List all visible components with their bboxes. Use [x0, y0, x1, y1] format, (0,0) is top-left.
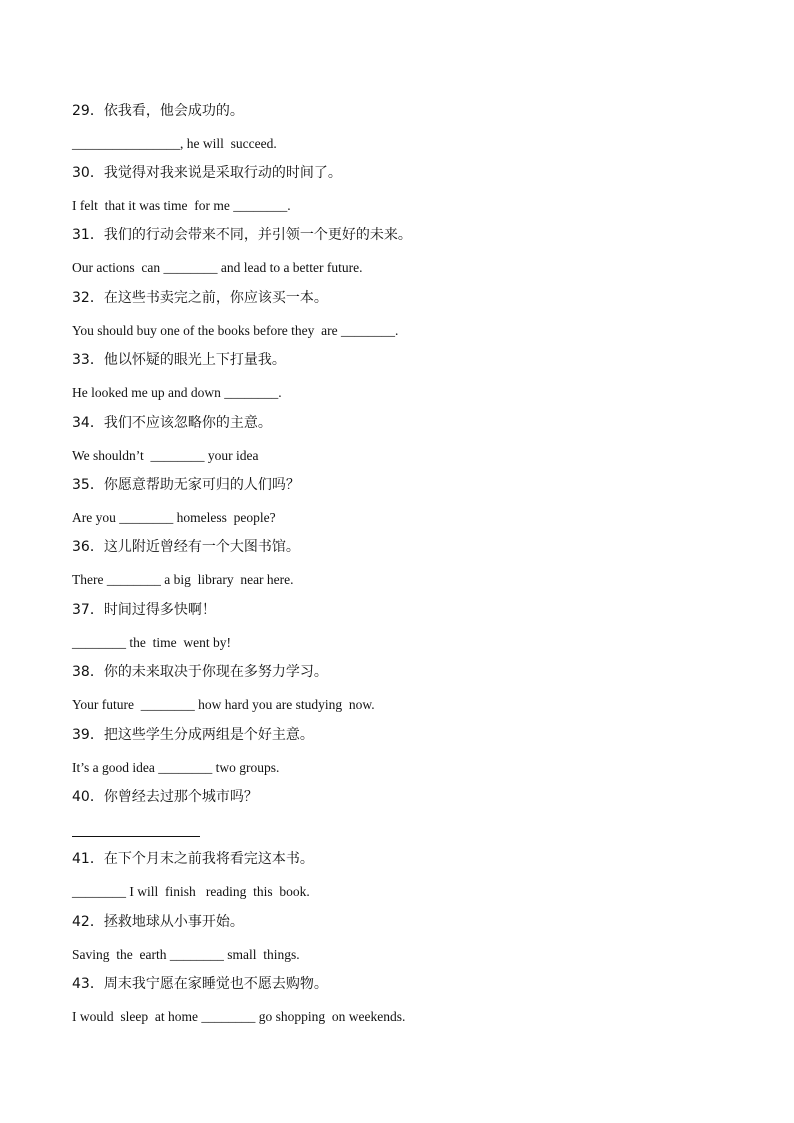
question-34: 34．我们不应该忽略你的主意。 [72, 415, 272, 431]
question-32: 32．在这些书卖完之前，你应该买一本。 [72, 290, 328, 306]
answer-34: We shouldn’t ________ your idea [72, 448, 259, 463]
answer-30: I felt that it was time for me ________. [72, 198, 291, 213]
question-36: 36．这儿附近曾经有一个大图书馆。 [72, 539, 300, 555]
question-43: 43．周末我宁愿在家睡觉也不愿去购物。 [72, 976, 328, 992]
answer-32: You should buy one of the books before they are ________. [72, 323, 399, 338]
question-29: 29．依我看，他会成功的。 [72, 103, 244, 119]
answer-43: I would sleep at home ________ go shopping on weekends. [72, 1009, 406, 1024]
answer-42: Saving the earth ________ small things. [72, 947, 300, 962]
question-37: 37．时间过得多快啊！ [72, 602, 216, 618]
answer-33: He looked me up and down ________. [72, 385, 282, 400]
answer-41: ________ I will finish reading this book. [72, 884, 310, 899]
answer-38: Your future ________ how hard you are studying now. [72, 697, 375, 712]
answer-36: There ________ a big library near here. [72, 572, 294, 587]
question-31: 31．我们的行动会带来不同，并引领一个更好的未来。 [72, 227, 412, 243]
answer-40-blank [72, 836, 200, 837]
answer-29: ________________, he will succeed. [72, 136, 277, 151]
answer-39: It’s a good idea ________ two groups. [72, 760, 280, 775]
question-35: 35．你愿意帮助无家可归的人们吗？ [72, 477, 300, 493]
question-42: 42．拯救地球从小事开始。 [72, 914, 244, 930]
question-38: 38．你的未来取决于你现在多努力学习。 [72, 664, 328, 680]
answer-31: Our actions can ________ and lead to a better future. [72, 260, 363, 275]
question-39: 39．把这些学生分成两组是个好主意。 [72, 727, 314, 743]
answer-35: Are you ________ homeless people? [72, 510, 276, 525]
question-33: 33．他以怀疑的眼光上下打量我。 [72, 352, 286, 368]
question-41: 41．在下个月末之前我将看完这本书。 [72, 851, 314, 867]
question-30: 30．我觉得对我来说是采取行动的时间了。 [72, 165, 342, 181]
question-40: 40．你曾经去过那个城市吗？ [72, 789, 258, 805]
answer-37: ________ the time went by! [72, 635, 231, 650]
